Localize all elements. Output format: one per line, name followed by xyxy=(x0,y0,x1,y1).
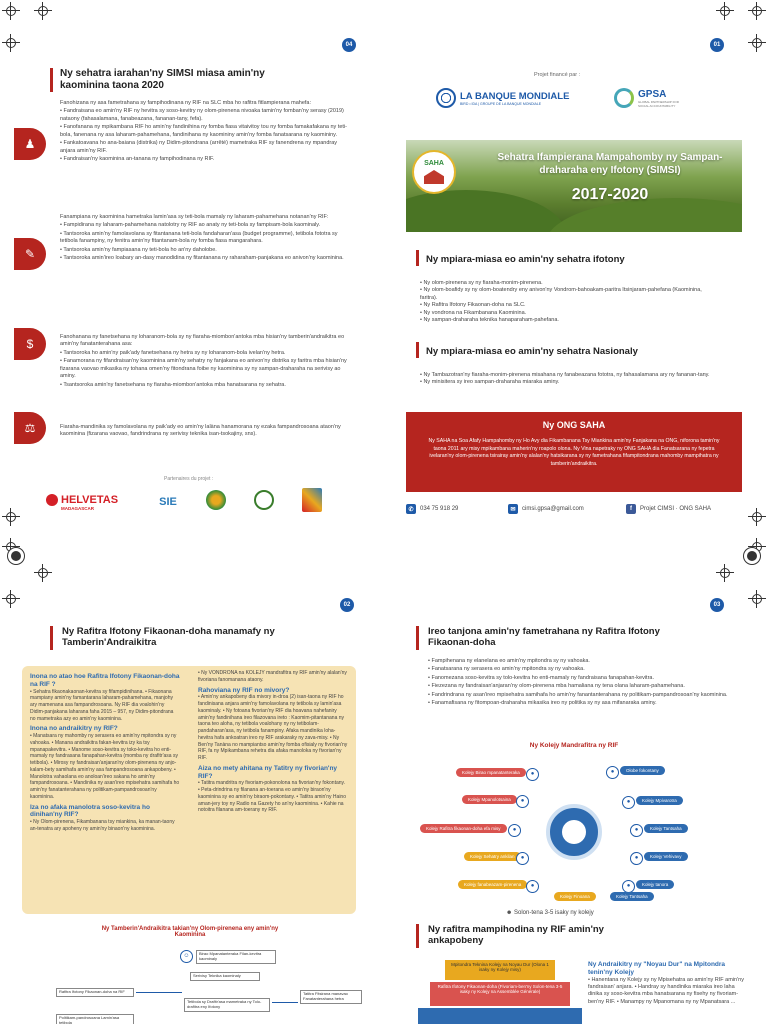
block-text: • Tatitra mandritra ny fivoriam-pokonolona na fivorian'ny fokontany. • Peta-drindrina ny filanana an-toerana eo amin'ny biraon'ny kaominina sy eo amin'ny biraom-pokontany. • Tatitra amin'ny Haino aman-jery toy ny Radio na Gazety ho an'ny kaominina. • Kahie na notoitra filanana am-toerany ny RIF. xyxy=(198,780,346,814)
list-item: • Ny Tambazotran'ny fiaraha-monim-pirenena misahana ny fanabeazana fototra, ny fahasalamana ary ny fananan-tany. xyxy=(420,372,710,378)
wb-sub: BIRD • IDA | GROUPE DE LA BANQUE MONDIALE xyxy=(460,101,542,106)
text-line: Fanohanana ny fanetsehana ny loharanom-bola sy ny fiaraha-miombon'antoka mba hisian'ny tamberin'andraikitra eo amin'ny fanatanterahana asa: xyxy=(60,334,345,348)
crop-mark xyxy=(34,564,52,582)
title-bar xyxy=(50,68,53,92)
ong-title: Ny ONG SAHA xyxy=(542,420,606,430)
funds-icon: $ xyxy=(14,328,46,360)
facebook-icon: f xyxy=(626,504,636,514)
list-item: • Fanamafisana ny fitompoan-draharaha mikasika ireo ny politika sy ny asa mifanaraka aminy. xyxy=(428,700,657,707)
section-3 xyxy=(60,334,350,389)
block-text: • Manatsara ny mahomby ny serasera eo amin'ny mpitondra sy ny vahoaka. • Manana andraikitra fakan-kevitra izy ka tsy mpanapakevitra. • Manome soso-kevitra sy toko-kevitra ho enti-mamaly ny fandrasana fanapahan-kevitra (momba ny drafitr'asa sy tetibola). • Mirosy ny fandraisan'anjaran'ny olom-pirenena ny anjo-kalam-bety samihafa amin'ny asa fampandrosoana ankapobeny. • Manolotra vahaolana eo anoloan'ireo sakana ho amin'ny fampandrosoana. • Mandinika ny asan'ireo mpisehatra samihafa ho amin'ny fanatanterahana ny politikam-pampandrosoan'ny kaominina. xyxy=(30,733,180,800)
info-right xyxy=(198,670,348,814)
wb-name: LA BANQUE MONDIALE xyxy=(460,90,570,102)
helvetas-icon xyxy=(46,494,58,506)
law-icon: ⚖ xyxy=(14,412,46,444)
diagram-note xyxy=(506,910,594,916)
college-icon: ● xyxy=(526,768,539,781)
seal-icon xyxy=(254,490,274,510)
list-item: • Fanomezana soso-kevitra sy tolo-kevitra ho enti-mamaly ny fandraisana fanapahan-kevitra. xyxy=(428,674,655,681)
flow-arrow xyxy=(136,992,182,993)
list-item: • Ny olom-pirenena sy ny fiaraha-monim-pirenena. xyxy=(420,280,543,286)
list-item: • Fampihenana ny elanelana eo amin'ny mpitondra sy ny vahoaka. xyxy=(428,658,590,664)
college-icon: ● xyxy=(516,852,529,865)
page-04 xyxy=(0,20,384,572)
college-node: Kolejy Vehivavy xyxy=(644,852,688,861)
local-heading: Ny mpiara-miasa eo amin'ny sehatra ifotony xyxy=(426,254,625,265)
block-heading: Rahoviana ny RIF no mivory? xyxy=(198,686,290,694)
funded-by: Projet financé par : xyxy=(534,72,581,78)
crop-mark xyxy=(716,564,734,582)
gpsa-sub: GLOBAL PARTNERSHIP FOR SOCIAL ACCOUNTABILITY xyxy=(638,99,679,108)
registration-mark xyxy=(8,548,24,564)
list-item: • Ny Rafitra Ifotony Fikaonan-doha na SLC. xyxy=(420,302,526,309)
title-bar xyxy=(416,250,419,266)
list-item: • Ny minisitera sy ireo sampan-draharaha miaraka aminy. xyxy=(420,379,560,386)
block-heading: Inona no atao hoe Rafitra Ifotony Fikaonan-doha na RIF ? xyxy=(30,673,180,688)
college-icon: ● xyxy=(630,852,643,865)
college-node: Kolejy Mpanolotsaina xyxy=(462,795,517,804)
college-node: Kolejy fanabeazam-pirenena xyxy=(458,880,527,889)
list-item: • Fiezezana ny fandraisan'anjaran'ny olom-pirenena mba hamaliana ny tena olana laharam-pahamehana. xyxy=(428,683,685,690)
crop-mark xyxy=(748,508,766,526)
phone-icon: ✆ xyxy=(406,504,416,514)
list-item: • Fandrindrana ny asan'ireo mpisehatra samihafa ho amin'ny fanantanterahana ny politikam-pampandrosoan'ny kaominina. xyxy=(428,691,728,698)
helvetas-logo xyxy=(46,490,118,514)
phone-number: 034 75 918 29 xyxy=(420,506,459,512)
list-item: • Ny sampan-draharaha teknika hanaparaham-pahefana. xyxy=(420,317,559,324)
facebook-page[interactable]: Projet CIMSI · ONG SAHA xyxy=(640,506,712,512)
page-01 xyxy=(384,20,768,572)
college-node: Olobe fokontany xyxy=(620,766,665,775)
pyramid-middle: Rafitra Ifotony Fikaonan-doha (Fivoriam-ben'ny Solon-tena 3-5 isaky ny Kolejy na Assemblée Générale) xyxy=(430,982,570,1006)
section-1 xyxy=(60,100,350,163)
page-title: Ny sehatra iarahan'ny SIMSI miasa amin'ny kaominina taona 2020 xyxy=(60,68,265,91)
partners-title: Partenaires du projet : xyxy=(164,476,214,482)
world-bank-logo xyxy=(436,88,569,108)
crop-mark xyxy=(748,34,766,52)
banner-year: 2017-2020 xyxy=(571,186,649,203)
block-text: • Hanentana ny Kolejy sy ny Mpisehatra ao amin'ny RIF amin'ny fandraisan' anjara. • Handray sy handinika miaraka ireo laha dinika sy soso-kevitra mba hanatsarana ny fisehy ny fivoriam-ben'ny RIF. • Manampy ny Mpanomana ny ny Mpanatsara ... xyxy=(588,976,744,1005)
gpsa-icon xyxy=(614,88,634,108)
block-text: • Amin'ny ankapobeny dia mivory in-droa (2) isan-taona ny RIF ho fandinisana anjara amin'ny famolavolana ny tetibola sy lamin'asa kaominaly. • Ny fotoana fivorian'ny RIF dia hoavana nahefaniry amin'ny fandinihana ireo filazovana ireto : Kaomim-pitantanana ny taona teo aloha, ny tetibola voalohany ny ny tetibolam-pandaharan'asa, ny tetibola fanampiny. Afaka mandinika loha-hevitra hafa ankoatran ireo ny RIF arakaraky ny zava-misy. • Ny Ben'ny Tanàna no mampiantso amin'ny fomba ofisialy ny fivorian'ny RIF, fa ny Mpikambana rehetra dia afaka manoloka ny fivorian'ny RIF. xyxy=(198,694,348,762)
crop-mark xyxy=(2,34,20,52)
text-line: • Tantsoroka amin'ireo loabary an-dasy manodidina ny fitantanana ny raharaham-panjakana eo anivon'ny kaominina. xyxy=(60,255,344,262)
crop-mark xyxy=(2,2,20,20)
text-line: • Fandraisana eo amin'ny RIF ny hevitra sy soso-kevitry ny olom-pirenena nivoaka tamin'ny fomban'ny serasy (2019) nataony (fahasalamana, fanabeazana, fananan-tany, fefa). xyxy=(60,108,344,122)
college-node: Kolejy Tantsaha xyxy=(644,824,688,833)
block-text: • Ny Olom-pirenena, Fikambanana tsy miankina, ka manan-taony an-tenatra ary apoheny ny amin'ny binaon'ny kaominina. xyxy=(30,819,175,832)
text-line: • Fanamorana ny fifandraisan'ny kaominina amin'ny sehatry ny fanjakana eo anivon'ny distrika sy faritra mba hisian'ny fizarana vaovao mikasika ny tohana omen'ny fitondrana foibe ny kaominina sy ny sampan-draharaha na serivisy ao aminy. xyxy=(60,358,347,380)
pyramid-base xyxy=(418,1008,582,1024)
title-bar xyxy=(50,626,53,650)
banner-title: Sehatra Ifampierana Mampahomby ny Sampan-draharaha eny Ifotony (SIMSI) xyxy=(497,152,723,176)
block-heading: Aiza no mety ahitana ny Tatitry ny fivorian'ny RIF? xyxy=(198,764,338,780)
list-item: • Fanatsarana ny serasera eo amin'ny mpitondra sy ny vahoaka. xyxy=(428,666,585,673)
title-bar xyxy=(416,626,419,650)
page-03 xyxy=(384,590,768,1024)
college-node: Kolejy Birao mpanatanteraka xyxy=(456,768,526,777)
text-line: Fanampiana ny kaominina hametraka lamin'asa sy teti-bola mamaly ny laharam-pahamehana notanan'ny RIF: xyxy=(60,214,329,220)
email-address[interactable]: cimsi.gpsa@gmail.com xyxy=(522,506,584,512)
crop-mark xyxy=(2,508,20,526)
text-line: • Tantsoroka ho amin'ny paik'ady fanetsehana ny hetra sy ny loharanom-bola ivelan'ny hetra. xyxy=(60,349,286,356)
gpsa-name: GPSA xyxy=(638,88,667,100)
crop-mark xyxy=(716,2,734,20)
text-line: Fiaraha-mandinika sy famolavolana ny paik'ady eo amin'ny lalàna hanamorana ny ezaka fampandrosoana ataon'ny kaominina (fizarana vaovao, fandrindrana ny serivisy teknika isan-tsokajiny, sns). xyxy=(60,424,341,438)
phone-contact xyxy=(406,504,458,514)
info-box xyxy=(22,666,356,914)
globe-icon xyxy=(436,88,456,108)
flow-node: Tetibola sy Drafitr'asa mametraka ny Tolo-drafitra eny Ifotony xyxy=(184,998,270,1012)
saha-logo xyxy=(412,150,456,194)
block-text: • Sehatra fikaonakaonan-kevitra sy fifampidinihana. • Fikaonana mampiany amin'ny famantarana laharam-pahamehana, manjohy ary mamenana asa fampandrosoana. Ny RIF dia voalohin'ny Didim-panjakana laharana faha 2015 – 957, ny Didim-pitondrana no mametraka azy eo amin'ny kaominina. xyxy=(30,688,174,722)
cover-banner xyxy=(406,140,742,232)
local-list xyxy=(420,280,720,325)
college-node: Kolejy Rafitra fikaonan-doha efa misy xyxy=(420,824,507,833)
flow-title: Ny Tamberin'Andraikitra takian'ny Olom-pirenena eny amin'ny Kaominina xyxy=(101,926,279,938)
people-icon: ☻ xyxy=(506,910,514,916)
flow-node: Serivisy Teknika kaominaly xyxy=(190,972,260,981)
objectives-list xyxy=(428,658,728,708)
pyramid-diagram xyxy=(418,956,582,1024)
title-bar xyxy=(416,342,419,358)
college-icon: ● xyxy=(630,824,643,837)
text-line: • Fankatoavana ho ana-baiana (distrika) ny Didim-pitondrana (arrêté) mametraka RIF sy fanendrena ny mpandray anjara amin'ny RIF. xyxy=(60,140,338,154)
diagram-title: Ny Kolejy Mandrafitra ny RIF xyxy=(529,742,619,749)
list-item: • Ny vondrona na Fikambanana Kaominina. xyxy=(420,309,527,316)
college-icon: ● xyxy=(508,824,521,837)
text-line: • Fanofanana ny mpikambana RIF ho amin'ny fandinihina ny fomba fiasa vitaivitoy tou ny fomba famakafakana ny teti-bola, fanenana ny asa laharam-pahamehana, fandinihana ny kaomininy amin'ny fomba fanatsarana ny kaomininy. xyxy=(60,124,347,138)
text-line: • Fampidirana ny laharam-pahamehana natolotry ny RIF ao anaty ny teti-bola sy fampisam-bola kaominaly. xyxy=(60,222,321,229)
block-heading: Ny Andraikitry ny "Noyau Dur" na Mpitondra tenin'ny Kolejy xyxy=(588,961,726,976)
text-line: Fanohizana ny asa fametrahana sy fampihodinana ny RIF na SLC mba ho rafitra fitlampierana mahefa: xyxy=(60,100,311,106)
meeting-icon: ♟ xyxy=(14,128,46,160)
email-contact[interactable] xyxy=(508,504,584,514)
page-number: 04 xyxy=(342,38,356,52)
flow-node: Rafitra Ifotony Fikaonan-doha na RIF xyxy=(56,988,134,997)
block-heading: Inona no andraikitry ny RIF? xyxy=(30,725,118,733)
facebook-contact[interactable] xyxy=(626,504,711,514)
block-heading: Iza no afaka manolotra soso-kevitra ho dinihan'ny RIF? xyxy=(30,803,150,819)
noyau-dur-block xyxy=(588,958,748,1006)
college-node: Kolejy tanora xyxy=(636,880,674,889)
college-node: Kolejy Sehatry ankilan xyxy=(464,852,521,861)
college-node: Kolejy Mpivarotra xyxy=(636,796,683,805)
page-number: 02 xyxy=(340,598,354,612)
text-line: • Tsantsoroka amin'ny fanetsehana ny fiaraha-miombon'antoka mba hanatsarana ny sehatra. xyxy=(60,381,286,388)
info-left xyxy=(30,670,180,833)
national-list xyxy=(420,372,720,387)
college-icon: ● xyxy=(606,766,619,779)
page-title: Ny Rafitra Ifotony Fikaonan-doha manamafy ny Tamberin'Andraikitra xyxy=(62,626,275,649)
email-icon: ✉ xyxy=(508,504,518,514)
budget-icon: ✎ xyxy=(14,238,46,270)
gpsa-logo xyxy=(614,88,688,108)
college-node: Kolejy Finoana xyxy=(554,892,596,901)
section-heading: Ny rafitra mampihodina ny RIF amin'ny ankapobeny xyxy=(428,924,604,947)
flow-node: Birao Mpanatanteraka Filan-kevitra kaominaly xyxy=(196,950,276,964)
crop-mark xyxy=(748,2,766,20)
crop-mark xyxy=(2,590,20,608)
page-number: 03 xyxy=(710,598,724,612)
user-icon: ☺ xyxy=(180,950,193,963)
section-2 xyxy=(60,214,350,263)
college-icon: ● xyxy=(622,796,635,809)
pyramid-top: Mpitondra Teknina Kolejy na Noyau Dur (Olona 1 isaky ny Kolejy misy) xyxy=(445,960,555,980)
star-logo-icon xyxy=(302,488,322,512)
saha-logo-text: SAHA xyxy=(424,160,444,167)
block-text: • Ny VONDRONA na KOLEJY mandrafitra ny RIF amin'ny alalan'ny fivoriana fanomanana ataony. xyxy=(198,670,347,683)
flow-node: Tatitra Fitsirana manavao Fanatanterahana hetra xyxy=(300,990,362,1004)
flow-node: Politikam-pandrosoana Lamin'asa tetibola xyxy=(56,1014,134,1024)
ong-text: Ny SAHA na Soa Afafy Hampahomby ny Ho Avy dia Fikambanana Tsy Miankina amin'ny Fanjakana na ONG, niforona tamin'ny taona 2011 ary misy mpikambana maherin'ny roapolo olona. Ny Vina napetraky ny ONG SAHA dia Fanatsarana ny fepetra ivelaran'ny olom-pirenena tsirairay amin'ny alalan'ny hatsikarana sy ny fametrahana fifampitondrana mahomby mampihatra ny tamberin'andraikitra. xyxy=(428,438,720,467)
text-line: • Fandraisan'ny kaominina an-tanana ny fampihodinana ny RIF. xyxy=(60,155,215,162)
table-icon xyxy=(562,820,586,844)
page-02 xyxy=(0,590,384,1024)
college-icon: ● xyxy=(516,795,529,808)
registration-mark xyxy=(744,548,760,564)
house-icon xyxy=(424,170,444,184)
helvetas-country: MADAGASCAR xyxy=(61,505,94,511)
partner-logo-icon xyxy=(206,490,226,510)
college-node: Kolejy Tantsaha xyxy=(610,892,654,901)
crop-mark xyxy=(748,590,766,608)
diagram-note-text: Solon-tena 3-5 isaky ny kolejy xyxy=(513,910,594,916)
college-icon: ● xyxy=(526,880,539,893)
text-line: • Tantsoroka amin'ny fampiasana ny teti-bola ho an'ny daholobe. xyxy=(60,246,217,253)
list-item: • Ny olom-boafidy sy ny olom-boatendry eny anivon'ny Vondrom-bahoakam-paritra Itsinjaram-pahefana (Kaominina, faritra). xyxy=(420,287,702,301)
ong-box xyxy=(406,412,742,492)
helvetas-name: HELVETAS xyxy=(61,493,119,506)
page-title: Ireo tanjona amin'ny fametrahana ny Rafitra Ifotony Fikaonan-doha xyxy=(428,626,660,649)
flow-arrow xyxy=(272,1002,298,1003)
title-bar xyxy=(416,924,419,948)
sie-logo: SIE xyxy=(159,496,177,508)
page-number: 01 xyxy=(710,38,724,52)
section-4 xyxy=(60,424,350,439)
text-line: • Tantsoroka amin'ny famolavolana sy fitantanana teti-bola fandaharan'asa (budget programme), tetibola fototra sy tetibola fanampiny, ny fenitra amin'ny fitantanam-bola ny fomba fiasa mangarahara. xyxy=(60,230,338,245)
crop-mark xyxy=(34,2,52,20)
national-heading: Ny mpiara-miasa eo amin'ny sehatra Nasionaly xyxy=(426,346,638,357)
college-icon: ● xyxy=(622,880,635,893)
